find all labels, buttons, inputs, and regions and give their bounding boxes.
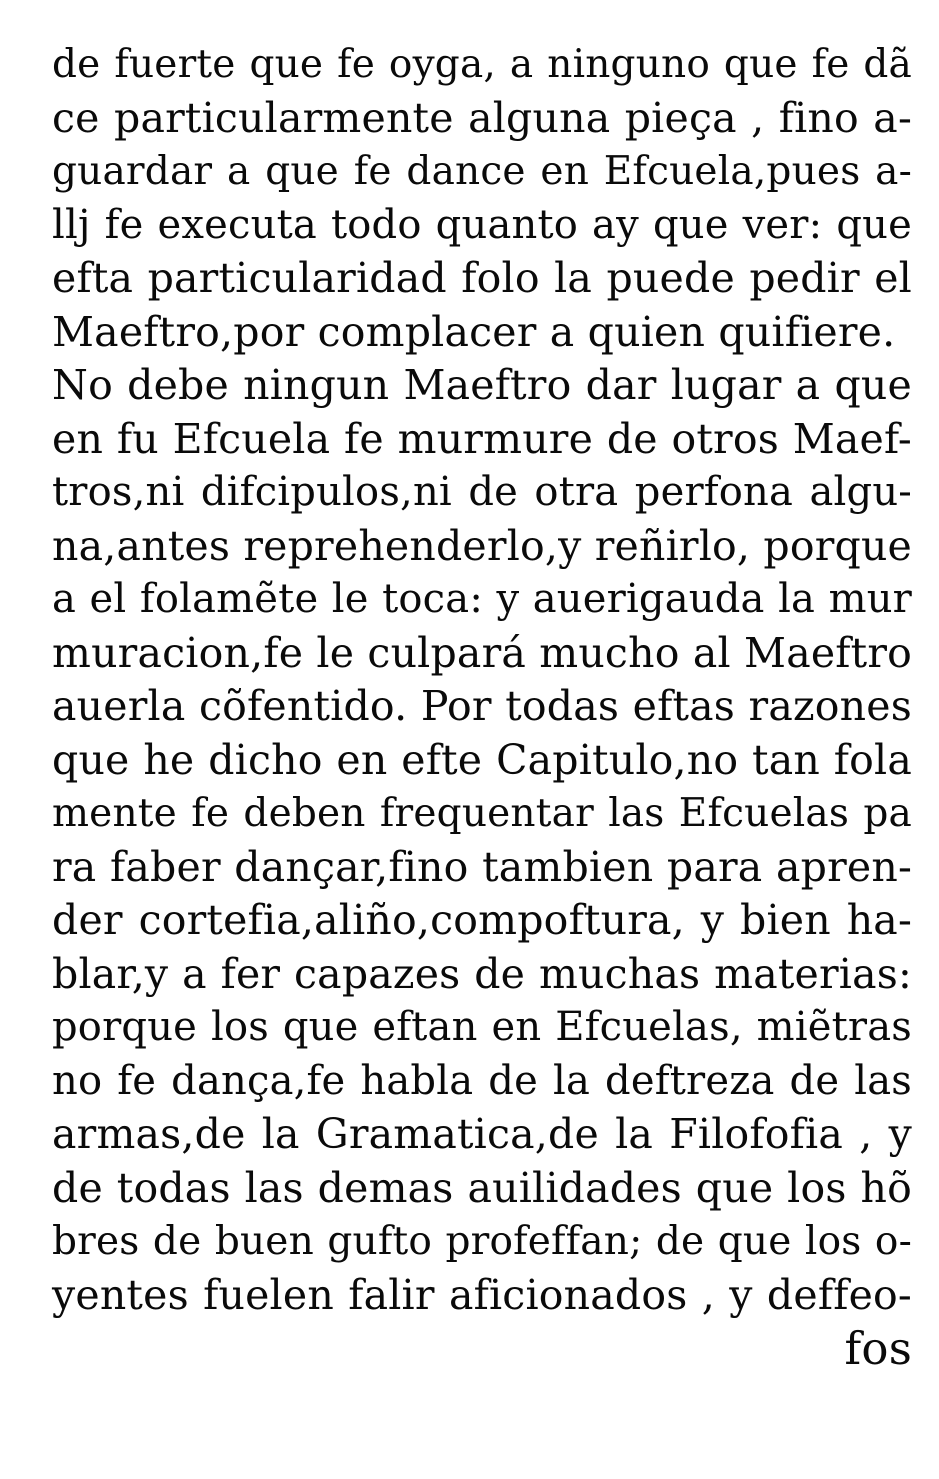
- text-line: que he dicho en efte Capitulo,no tan fola: [52, 735, 912, 784]
- text-line: llj fe executa todo quanto ay que ver: que: [52, 201, 912, 248]
- text-line: No debe ningun Maeftro dar lugar a que: [52, 361, 912, 409]
- text-line: blar,y a fer capazes de muchas materias:: [52, 949, 912, 998]
- text-line: mente fe deben frequentar las Efcuelas pa: [52, 791, 912, 836]
- text-line: ra faber dançar,fino tambien para apren-: [52, 842, 912, 891]
- body-text: [52, 38, 912, 1376]
- text-line: no fe dança,fe habla de la deftreza de las: [52, 1057, 912, 1104]
- text-line: guardar a que fe dance en Efcuela,pues a-: [52, 149, 912, 194]
- text-line: der cortefia,aliño,compoftura, y bien ha-: [52, 896, 912, 944]
- text-line: porque los que eftan en Efcuelas, miẽtras: [52, 1004, 912, 1050]
- text-line: en fu Efcuela fe murmure de otros Maef-: [52, 414, 912, 463]
- catchword: fos: [844, 1322, 912, 1375]
- text-line: armas,de la Gramatica,de la Filofofia , y: [52, 1110, 912, 1158]
- text-line: yentes fuelen falir aficionados , y deffeo-: [52, 1270, 912, 1319]
- text-line: muracion,fe le culpará mucho al Maeftro: [52, 628, 913, 677]
- text-line: de fuerte que fe oyga, a ninguno que fe dã: [52, 42, 912, 87]
- text-line: de todas las demas auilidades que los hõ: [52, 1163, 912, 1212]
- text-line: na,antes reprehenderlo,y reñirlo, porque: [52, 521, 913, 570]
- text-line: Maeftro,por complacer a quien quifiere.: [52, 307, 896, 356]
- text-line: auerla cõfentido. Por todas eftas razones: [52, 682, 912, 730]
- text-line: bres de buen gufto profeffan; de que los o-: [52, 1219, 912, 1264]
- text-line: tros,ni difcipulos,ni de otra perfona algu-: [52, 469, 912, 515]
- text-line: efta particularidad folo la puede pedir el: [52, 254, 912, 302]
- text-line: ce particularmente alguna pieça , fino a-: [52, 93, 912, 142]
- text-line: a el folamẽte le toca: y auerigauda la mur: [52, 576, 912, 622]
